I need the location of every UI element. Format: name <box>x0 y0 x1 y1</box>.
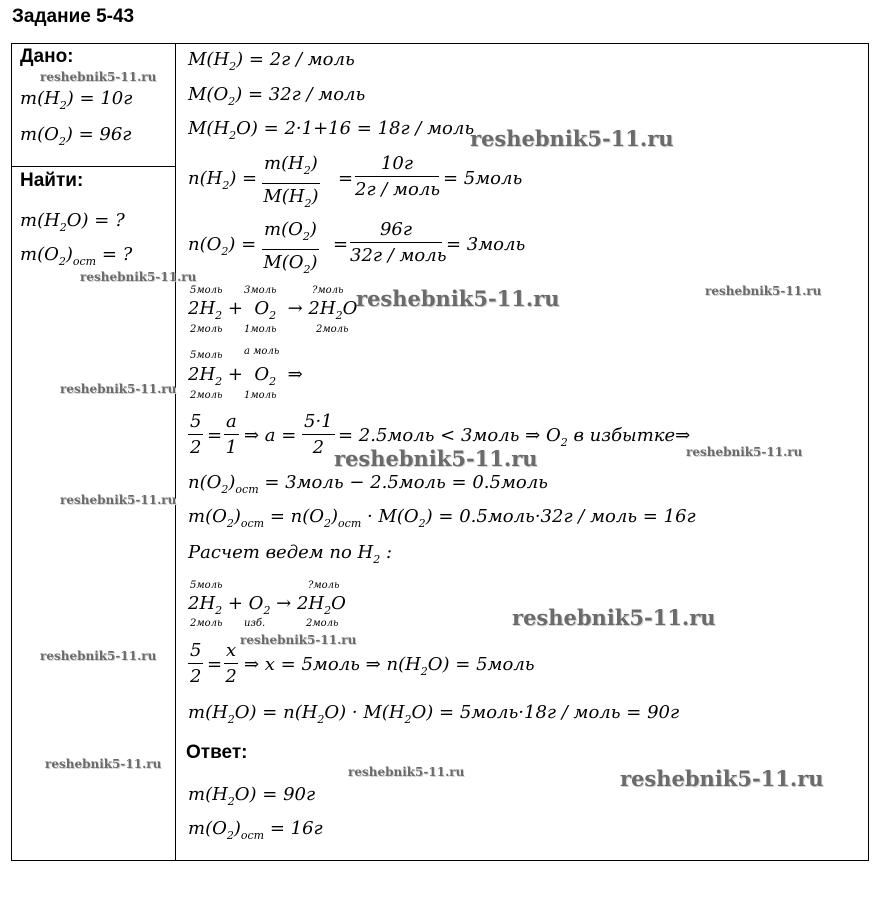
given-item: $m(O_2) = 96г$ <box>20 124 132 148</box>
given-header: Дано: <box>20 46 74 67</box>
find-item: $m(H_2O)$ = ? <box>20 210 125 234</box>
eq2-top-o2: a моль <box>244 346 280 357</box>
eq1-bottom-h2o: 2моль <box>316 324 349 335</box>
answer-item: $m(O_2)_{ост} = 16г$ <box>188 818 323 842</box>
implies-a: ⇒ a = <box>244 425 297 446</box>
fraction-10g: 10г 2г / моль <box>355 153 441 200</box>
watermark: reshebnik5-11.ru <box>620 766 824 791</box>
mass-h2o: $m(H_2O) = n(H_2O) \cdot M(H_2O)$ = 5моль·18г / моль = 90г <box>188 702 680 726</box>
eq2-top-h2: 5моль <box>190 350 223 361</box>
watermark: reshebnik5-11.ru <box>686 445 803 459</box>
watermark: reshebnik5-11.ru <box>60 493 177 507</box>
watermark: reshebnik5-11.ru <box>512 605 716 630</box>
eq3-bottom-h2o: 2моль <box>306 618 339 629</box>
reaction-equation-1: $2H_2 + O_2 \to 2H_2O$ <box>188 298 358 322</box>
given-find-divider <box>11 166 176 167</box>
eq3-bottom-h2: 2моль <box>190 618 223 629</box>
fraction-5x1-2: $\frac{5\cdot 1}{2}$ <box>304 411 333 458</box>
watermark: reshebnik5-11.ru <box>80 270 197 284</box>
molar-mass-o2: $M(O_2) = 32г$ / моль <box>188 84 366 108</box>
fraction-m-o2: $\frac{m(O_2)}{M(O_2)}$ <box>263 219 318 276</box>
fraction-96g: 96г 32г / моль <box>350 219 447 266</box>
find-header: Найти: <box>20 170 84 191</box>
watermark: reshebnik5-11.ru <box>348 765 465 779</box>
find-item: $m(O_2)_{ост}$ = ? <box>20 244 133 268</box>
equals-sign: = <box>207 654 223 675</box>
answer-item: $m(H_2O) = 90г$ <box>188 784 316 808</box>
calc-by-h2: Расчет ведем по $H_2$ : <box>188 542 393 566</box>
n-o2-lhs: $n(O_2)$ = <box>188 234 257 258</box>
watermark: reshebnik5-11.ru <box>470 126 674 151</box>
fraction-5-2: $\frac{5}{2}$ <box>190 411 202 458</box>
eq2-bottom-h2: 2моль <box>190 390 223 401</box>
n-h2-result: = 5моль <box>443 168 523 189</box>
n-h2o-result: ⇒ x = 5моль ⇒ $n(H_2O)$ = 5моль <box>244 654 535 678</box>
watermark: reshebnik5-11.ru <box>356 286 560 311</box>
excess-amount: $n(O_2)_{ост}$ = 3моль − 2.5моль = 0.5моль <box>188 472 548 496</box>
fraction-5-2-b: $\frac{5}{2}$ <box>190 640 202 687</box>
watermark: reshebnik5-11.ru <box>334 446 538 471</box>
watermark: reshebnik5-11.ru <box>40 70 157 84</box>
eq3-bottom-o2: изб. <box>244 618 266 629</box>
answer-header: Ответ: <box>186 742 248 763</box>
molar-mass-h2: $M(H_2) = 2г$ / моль <box>188 49 355 73</box>
equals-sign: = <box>338 168 354 189</box>
task-title: Задание 5-43 <box>12 6 135 27</box>
watermark: reshebnik5-11.ru <box>240 633 357 647</box>
eq3-top-h2o: ?моль <box>308 580 340 591</box>
watermark: reshebnik5-11.ru <box>40 649 157 663</box>
n-o2-result: = 3моль <box>446 234 526 255</box>
eq1-bottom-h2: 2моль <box>190 324 223 335</box>
eq2-bottom-o2: 1моль <box>244 390 277 401</box>
watermark: reshebnik5-11.ru <box>45 757 162 771</box>
eq1-bottom-o2: 1моль <box>244 324 277 335</box>
equals-sign: = <box>333 234 349 255</box>
given-item: $m(H_2) = 10г$ <box>20 88 133 112</box>
watermark: reshebnik5-11.ru <box>705 284 822 298</box>
fraction-x-2: $\frac{x}{2}$ <box>225 640 237 687</box>
molar-mass-h2o: $M(H_2O) = 2\cdot 1+16 = 18г$ / моль <box>188 118 475 142</box>
reaction-equation-3: $2H_2 + O_2 \to 2H_2O$ <box>188 593 346 617</box>
reaction-equation-2: $2H_2 + O_2$ ⇒ <box>188 364 303 388</box>
eq1-top-o2: 3моль <box>244 285 277 296</box>
excess-conclusion: = 2.5моль < 3моль ⇒ $O_2$ в избытке⇒ <box>338 425 691 449</box>
fraction-m-h2: $\frac{m(H_2)}{M(H_2)}$ <box>263 153 319 210</box>
watermark: reshebnik5-11.ru <box>60 382 177 396</box>
eq1-top-h2o: ?моль <box>312 285 344 296</box>
n-h2-lhs: $n(H_2)$ = <box>188 168 258 192</box>
fraction-a-1: $\frac{a}{1}$ <box>225 411 238 458</box>
excess-mass: $m(O_2)_{ост} = n(O_2)_{ост} \cdot M(O_2)$ = 0.5моль·32г / моль = 16г <box>188 506 696 530</box>
eq3-top-h2: 5моль <box>190 580 223 591</box>
eq1-top-h2: 5моль <box>190 285 223 296</box>
equals-sign: = <box>207 425 223 446</box>
